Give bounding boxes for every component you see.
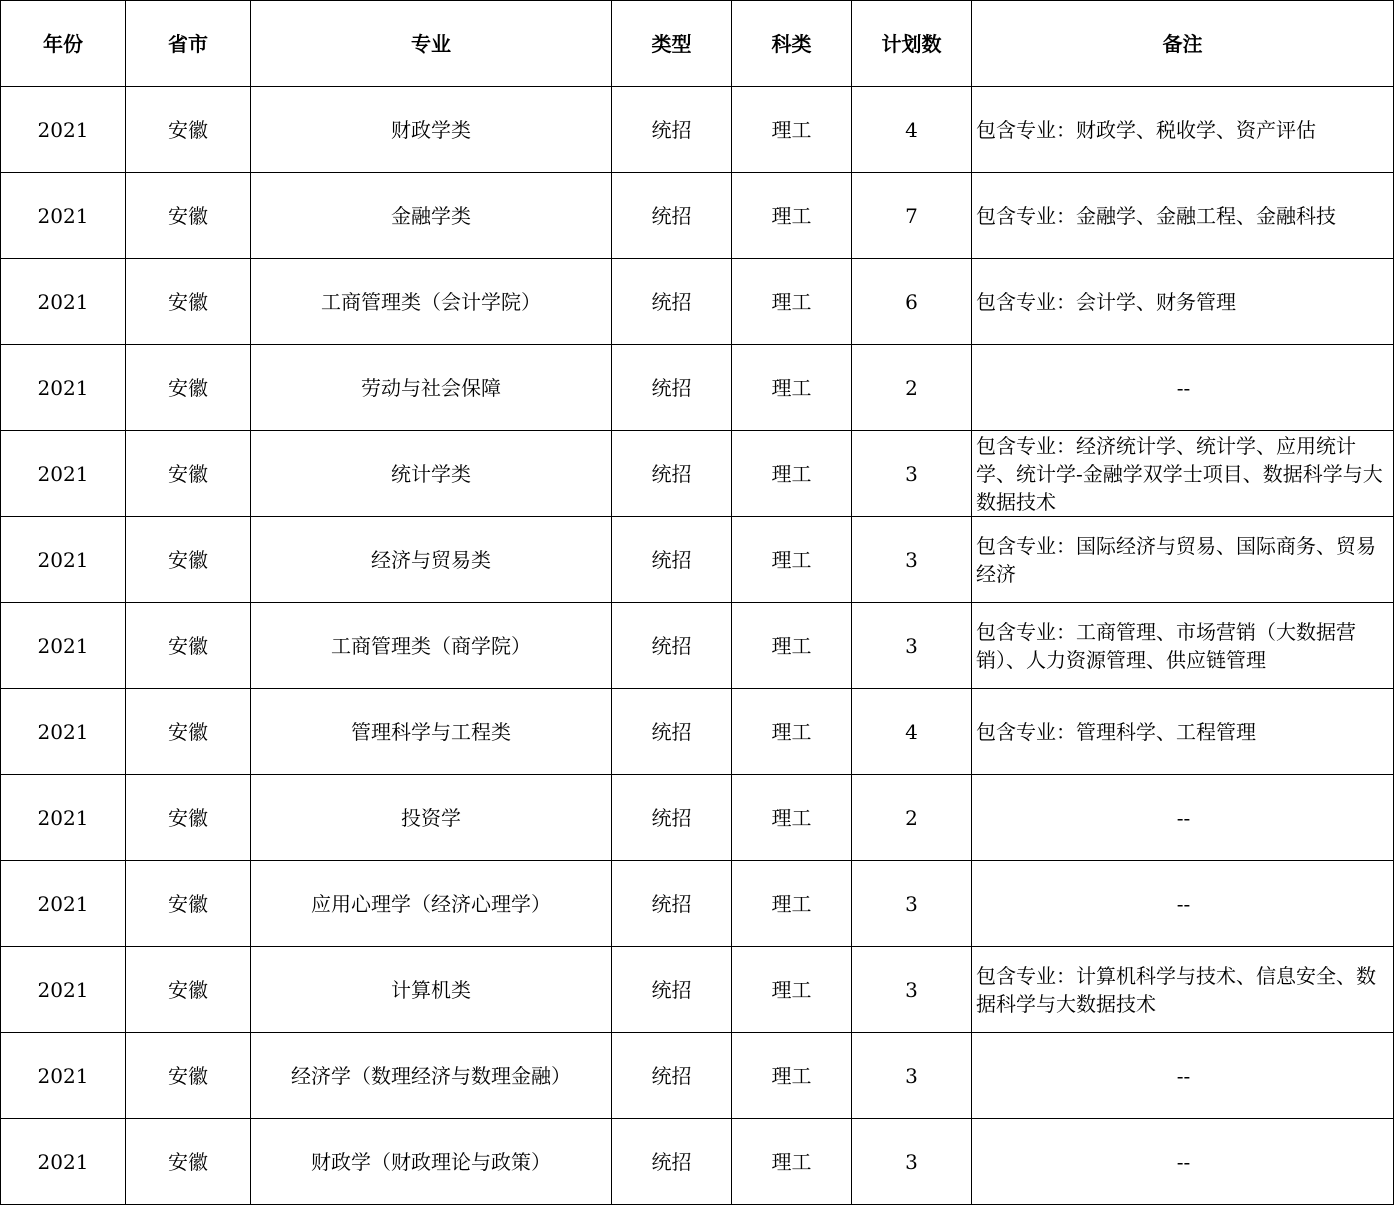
cell-major: 劳动与社会保障 xyxy=(251,345,612,431)
cell-category: 理工 xyxy=(732,87,852,173)
cell-note: 包含专业：会计学、财务管理 xyxy=(972,259,1394,345)
header-year: 年份 xyxy=(1,1,126,87)
cell-type: 统招 xyxy=(612,87,732,173)
cell-year: 2021 xyxy=(1,689,126,775)
cell-note: 包含专业：经济统计学、统计学、应用统计学、统计学-金融学双学士项目、数据科学与大数据技术 xyxy=(972,431,1394,517)
cell-major: 金融学类 xyxy=(251,173,612,259)
cell-plan: 2 xyxy=(852,775,972,861)
cell-province: 安徽 xyxy=(126,259,251,345)
cell-note: -- xyxy=(972,861,1394,947)
cell-type: 统招 xyxy=(612,345,732,431)
cell-category: 理工 xyxy=(732,517,852,603)
cell-note: 包含专业：管理科学、工程管理 xyxy=(972,689,1394,775)
cell-year: 2021 xyxy=(1,517,126,603)
cell-province: 安徽 xyxy=(126,87,251,173)
cell-plan: 3 xyxy=(852,517,972,603)
cell-plan: 3 xyxy=(852,431,972,517)
cell-type: 统招 xyxy=(612,259,732,345)
cell-major: 工商管理类（商学院） xyxy=(251,603,612,689)
cell-province: 安徽 xyxy=(126,861,251,947)
cell-year: 2021 xyxy=(1,775,126,861)
table-row xyxy=(1,345,1394,431)
cell-province: 安徽 xyxy=(126,173,251,259)
table-row xyxy=(1,1033,1394,1119)
cell-type: 统招 xyxy=(612,517,732,603)
cell-year: 2021 xyxy=(1,861,126,947)
header-type: 类型 xyxy=(612,1,732,87)
cell-plan: 4 xyxy=(852,87,972,173)
cell-major: 经济学（数理经济与数理金融） xyxy=(251,1033,612,1119)
cell-major: 管理科学与工程类 xyxy=(251,689,612,775)
table-row xyxy=(1,689,1394,775)
cell-note: 包含专业：国际经济与贸易、国际商务、贸易经济 xyxy=(972,517,1394,603)
cell-type: 统招 xyxy=(612,689,732,775)
cell-major: 经济与贸易类 xyxy=(251,517,612,603)
table-row xyxy=(1,603,1394,689)
cell-type: 统招 xyxy=(612,775,732,861)
cell-major: 工商管理类（会计学院） xyxy=(251,259,612,345)
cell-major: 计算机类 xyxy=(251,947,612,1033)
cell-province: 安徽 xyxy=(126,947,251,1033)
header-note: 备注 xyxy=(972,1,1394,87)
table-row xyxy=(1,173,1394,259)
cell-province: 安徽 xyxy=(126,603,251,689)
cell-category: 理工 xyxy=(732,345,852,431)
header-row xyxy=(1,1,1394,87)
cell-note: 包含专业：财政学、税收学、资产评估 xyxy=(972,87,1394,173)
cell-plan: 2 xyxy=(852,345,972,431)
cell-plan: 4 xyxy=(852,689,972,775)
cell-plan: 7 xyxy=(852,173,972,259)
cell-note: 包含专业：计算机科学与技术、信息安全、数据科学与大数据技术 xyxy=(972,947,1394,1033)
cell-type: 统招 xyxy=(612,947,732,1033)
cell-plan: 3 xyxy=(852,947,972,1033)
table-row xyxy=(1,775,1394,861)
cell-type: 统招 xyxy=(612,1033,732,1119)
header-major: 专业 xyxy=(251,1,612,87)
cell-province: 安徽 xyxy=(126,775,251,861)
cell-year: 2021 xyxy=(1,431,126,517)
cell-category: 理工 xyxy=(732,173,852,259)
cell-year: 2021 xyxy=(1,603,126,689)
cell-major: 财政学（财政理论与政策） xyxy=(251,1119,612,1205)
cell-note: -- xyxy=(972,775,1394,861)
table-row xyxy=(1,861,1394,947)
cell-type: 统招 xyxy=(612,861,732,947)
cell-type: 统招 xyxy=(612,431,732,517)
cell-province: 安徽 xyxy=(126,689,251,775)
cell-plan: 6 xyxy=(852,259,972,345)
cell-year: 2021 xyxy=(1,345,126,431)
cell-type: 统招 xyxy=(612,603,732,689)
table-row xyxy=(1,87,1394,173)
cell-type: 统招 xyxy=(612,1119,732,1205)
cell-province: 安徽 xyxy=(126,1119,251,1205)
cell-major: 投资学 xyxy=(251,775,612,861)
cell-type: 统招 xyxy=(612,173,732,259)
cell-year: 2021 xyxy=(1,259,126,345)
table-row xyxy=(1,947,1394,1033)
cell-category: 理工 xyxy=(732,259,852,345)
cell-note: -- xyxy=(972,1033,1394,1119)
cell-province: 安徽 xyxy=(126,517,251,603)
cell-plan: 3 xyxy=(852,1033,972,1119)
cell-province: 安徽 xyxy=(126,431,251,517)
cell-note: 包含专业：金融学、金融工程、金融科技 xyxy=(972,173,1394,259)
cell-year: 2021 xyxy=(1,173,126,259)
cell-year: 2021 xyxy=(1,1033,126,1119)
cell-year: 2021 xyxy=(1,87,126,173)
table-row xyxy=(1,259,1394,345)
cell-category: 理工 xyxy=(732,1119,852,1205)
table-row xyxy=(1,517,1394,603)
cell-note: -- xyxy=(972,345,1394,431)
cell-plan: 3 xyxy=(852,861,972,947)
cell-major: 财政学类 xyxy=(251,87,612,173)
cell-category: 理工 xyxy=(732,689,852,775)
cell-plan: 3 xyxy=(852,1119,972,1205)
cell-note: -- xyxy=(972,1119,1394,1205)
cell-category: 理工 xyxy=(732,1033,852,1119)
cell-province: 安徽 xyxy=(126,1033,251,1119)
header-plan: 计划数 xyxy=(852,1,972,87)
cell-year: 2021 xyxy=(1,947,126,1033)
cell-category: 理工 xyxy=(732,431,852,517)
cell-plan: 3 xyxy=(852,603,972,689)
cell-category: 理工 xyxy=(732,603,852,689)
table-row xyxy=(1,1119,1394,1205)
header-province: 省市 xyxy=(126,1,251,87)
cell-year: 2021 xyxy=(1,1119,126,1205)
cell-note: 包含专业：工商管理、市场营销（大数据营销）、人力资源管理、供应链管理 xyxy=(972,603,1394,689)
header-category: 科类 xyxy=(732,1,852,87)
table-row xyxy=(1,431,1394,517)
cell-major: 统计学类 xyxy=(251,431,612,517)
cell-province: 安徽 xyxy=(126,345,251,431)
cell-major: 应用心理学（经济心理学） xyxy=(251,861,612,947)
cell-category: 理工 xyxy=(732,861,852,947)
cell-category: 理工 xyxy=(732,775,852,861)
cell-category: 理工 xyxy=(732,947,852,1033)
